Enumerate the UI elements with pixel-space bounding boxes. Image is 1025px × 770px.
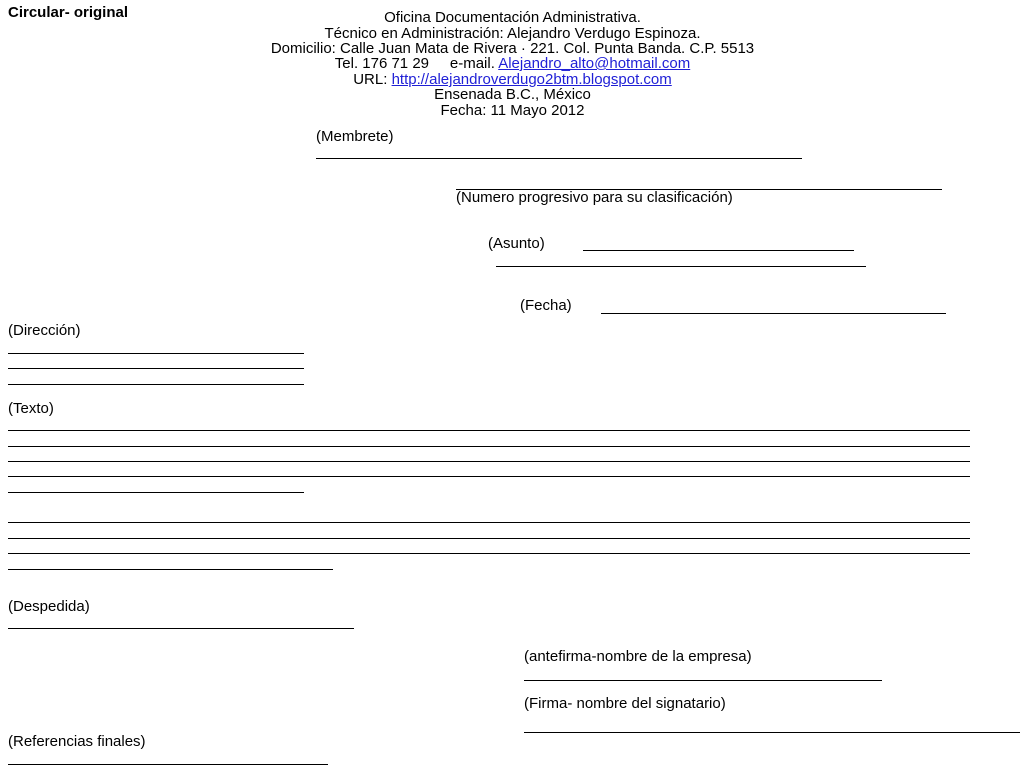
- url-link[interactable]: http://alejandroverdugo2btm.blogspot.com: [391, 71, 672, 88]
- antefirma-label: (antefirma-nombre de la empresa): [524, 648, 752, 665]
- direccion-label: (Dirección): [8, 322, 81, 339]
- firma-line: [524, 732, 1020, 733]
- direccion-line: [8, 368, 304, 369]
- header-contact: [0, 56, 1025, 71]
- direccion-line: [8, 384, 304, 385]
- texto-line: [8, 446, 970, 447]
- texto-line: [8, 492, 304, 493]
- despedida-label: (Despedida): [8, 598, 90, 615]
- header-url-label: URL:: [353, 71, 388, 88]
- header-technician: Técnico en Administración: Alejandro Verdugo Espinoza.: [324, 25, 701, 42]
- texto-line: [8, 569, 333, 570]
- texto-line: [8, 522, 970, 523]
- fecha-label: (Fecha): [520, 297, 572, 314]
- header-office: Oficina Documentación Administrativa.: [384, 9, 641, 26]
- document-title: Circular- original: [8, 4, 129, 21]
- header-city: Ensenada B.C., México: [434, 86, 591, 103]
- texto-label: (Texto): [8, 400, 54, 417]
- antefirma-line: [524, 680, 882, 681]
- referencias-line: [8, 764, 328, 765]
- texto-line: [8, 461, 970, 462]
- numero-label: (Numero progresivo para su clasificación): [456, 189, 733, 206]
- email-link[interactable]: Alejandro_alto@hotmail.com: [498, 55, 691, 72]
- direccion-line: [8, 353, 304, 354]
- texto-line: [8, 430, 970, 431]
- asunto-line-1: [583, 250, 854, 251]
- header-url: [0, 72, 1025, 87]
- membrete-label: (Membrete): [316, 128, 394, 145]
- asunto-label: (Asunto): [488, 235, 545, 252]
- fecha-line: [601, 313, 946, 314]
- despedida-line: [8, 628, 354, 629]
- texto-line: [8, 553, 970, 554]
- texto-line: [8, 476, 970, 477]
- header-email-label: e-mail.: [449, 55, 495, 72]
- referencias-label: (Referencias finales): [8, 733, 146, 750]
- header-date: Fecha: 11 Mayo 2012: [440, 102, 585, 119]
- membrete-line: [316, 158, 802, 159]
- texto-line: [8, 538, 970, 539]
- header-address: Domicilio: Calle Juan Mata de Rivera · 221. Col. Punta Banda. C.P. 5513: [270, 40, 755, 57]
- asunto-line-2: [496, 266, 866, 267]
- firma-label: (Firma- nombre del signatario): [524, 695, 726, 712]
- header-tel: Tel. 176 71 29: [334, 55, 430, 72]
